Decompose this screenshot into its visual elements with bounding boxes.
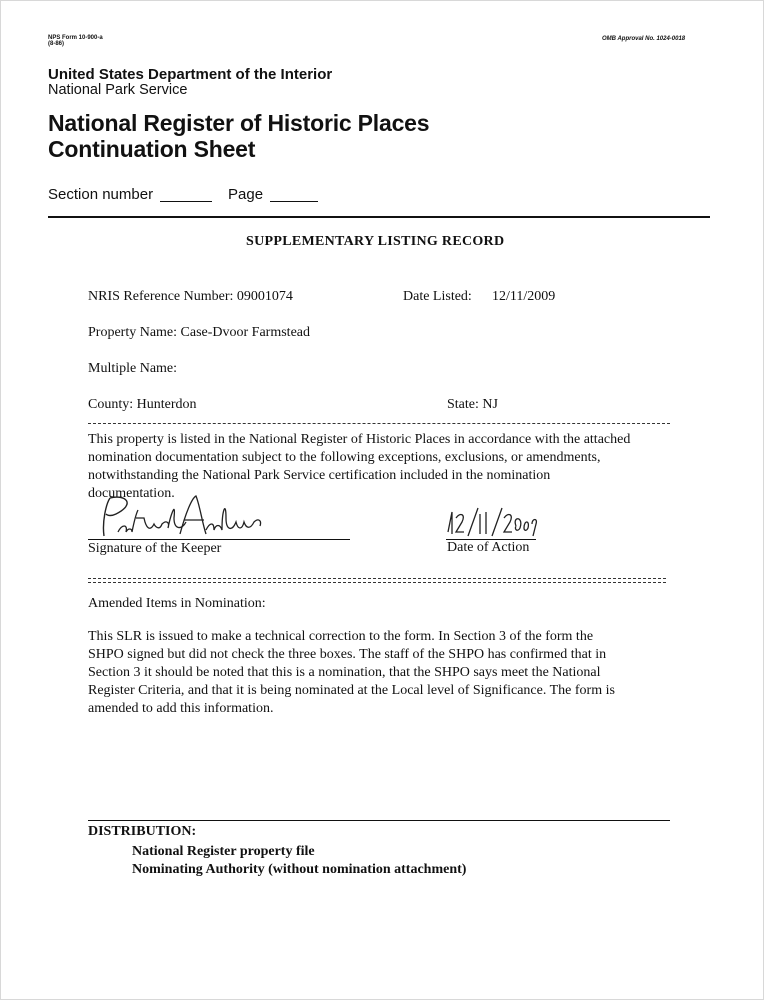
date-listed-label: Date Listed:: [403, 289, 472, 304]
state: State: NJ: [447, 397, 498, 412]
record-heading: SUPPLEMENTARY LISTING RECORD: [246, 234, 505, 249]
page-title-line1: National Register of Historic Places: [48, 110, 430, 136]
section-number-blank: [160, 201, 212, 202]
county: County: Hunterdon: [88, 397, 197, 412]
page-number-blank: [270, 201, 318, 202]
header-divider: [48, 216, 710, 218]
keeper-signature-image: [96, 492, 266, 544]
double-dashed-divider-top: [88, 578, 666, 579]
form-number-block: [48, 35, 103, 47]
nris-reference: NRIS Reference Number: 09001074: [88, 289, 293, 304]
omb-approval: OMB Approval No. 1024-0018: [602, 36, 686, 42]
multiple-name: Multiple Name:: [88, 361, 178, 376]
page-title-line2: Continuation Sheet: [48, 136, 256, 162]
form-number: NPS Form 10-900-a: [48, 35, 103, 41]
department-name: United States Department of the Interior: [48, 66, 333, 83]
amendment-line: SHPO signed but did not check the three boxes. The staff of the SHPO has confirmed that in: [88, 647, 607, 662]
signature-line: [88, 539, 350, 540]
certification-line: notwithstanding the National Park Service certification included in the nomination: [88, 468, 551, 483]
amendment-line: This SLR is issued to make a technical correction to the form. In Section 3 of the form the: [88, 629, 594, 644]
double-dashed-divider-bottom: [88, 582, 666, 583]
certification-line: nomination documentation subject to the following exceptions, exclusions, or amendments,: [88, 450, 601, 465]
agency-name: National Park Service: [48, 82, 188, 98]
form-date: (8-86): [48, 41, 65, 47]
action-date-handwriting: [444, 506, 539, 538]
distribution-item: Nominating Authority (without nomination attachment): [132, 862, 467, 877]
amendment-text: [88, 628, 678, 718]
amendment-line: Section 3 it should be noted that this is a nomination, that the SHPO says meet the National: [88, 665, 601, 680]
distribution-divider: [88, 820, 670, 821]
amendment-line: Register Criteria, and that it is being nominated at the Local level of Significance. The form is: [88, 683, 615, 698]
certification-line: This property is listed in the National Register of Historic Places in accordance with the attached: [88, 432, 631, 447]
section-number-label: Section number: [48, 186, 154, 203]
distribution-item: National Register property file: [132, 844, 315, 859]
page-label: Page: [228, 186, 264, 203]
certification-line: documentation.: [88, 486, 175, 501]
amended-items-heading: Amended Items in Nomination:: [88, 596, 266, 611]
amendment-line: amended to add this information.: [88, 701, 274, 716]
distribution-heading: DISTRIBUTION:: [88, 824, 197, 839]
signature-caption: Signature of the Keeper: [88, 541, 222, 556]
date-caption: Date of Action: [447, 540, 530, 555]
date-listed-value: 12/11/2009: [492, 289, 556, 304]
property-name: Property Name: Case-Dvoor Farmstead: [88, 325, 310, 340]
dashed-divider: [88, 423, 670, 424]
